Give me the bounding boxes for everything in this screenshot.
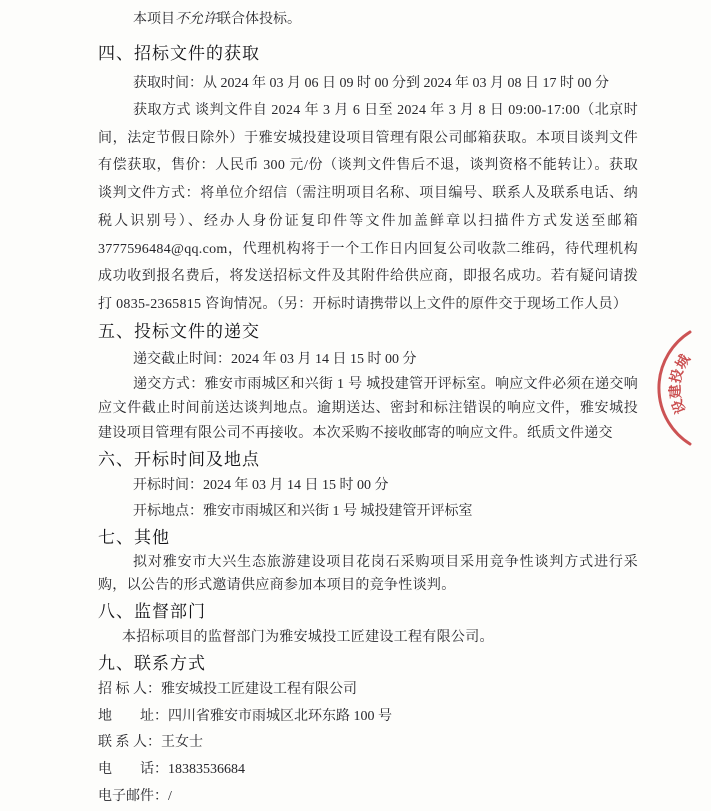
- seal-graphic: [650, 320, 711, 458]
- supervision-paragraph: 本招标项目的监督部门为雅安城投工匠建设工程有限公司。: [122, 629, 494, 645]
- seal-char: 设: [668, 397, 689, 417]
- seal-char: 建: [666, 383, 684, 400]
- contact-line-address: [98, 704, 638, 731]
- obtain-method-paragraph: 获取方式 谈判文件自 2024 年 3 月 6 日至 2024 年 3 月 8 日 09:00-17:00（北京时间，法定节假日除外）于雅安城投建设项目管理有限公司邮箱获取。本项目谈判文件有偿获取，售价：人民币 300 元/份（谈判文件售后不退，谈判资格不能转让）。获取谈判文件方式：将单位介绍信（需注明项目名称、项目编号、联系人及联系电话、纳税人识别号）、经办人身份证复印件等文件加盖鲜章以扫描件方式发送至邮箱 3777596484@qq.com，代理机构将于一个工作日内回复公司收款二维码，待代理机构成功收到报名费后，将发送招标文件及其附件给供应商，即报名成功。若有疑问请拨打 0835-2365815 咨询情况。（另：开标时请携带以上文件的原件交于现场工作人员）: [98, 103, 638, 312]
- contact-line-phone: [98, 757, 638, 784]
- obtain-time-line: 获取时间：从 2024 年 03 月 06 日 09 时 00 分到 2024 年 03 月 08 日 17 时 00 分: [133, 76, 609, 91]
- contact-label: 地 址：: [98, 708, 168, 724]
- section-heading-other: 七、其他: [98, 527, 170, 547]
- contact-value: 王女士: [161, 735, 203, 751]
- submission-method-paragraph: 递交方式：雅安市雨城区和兴街 1 号 城投建管开评标室。响应文件必须在递交响应文件截止时间前送达谈判地点。逾期送达、密封和标注错误的响应文件，雅安城投建设项目管理有限公司不再接收。本次采购不接收邮寄的响应文件。纸质文件递交: [98, 376, 638, 442]
- contact-value: 四川省雅安市雨城区北环东路 100 号: [168, 708, 392, 724]
- contact-label: 招 标 人：: [98, 681, 161, 697]
- opening-time-line: 开标时间：2024 年 03 月 14 日 15 时 00 分: [133, 477, 389, 493]
- contact-value: 雅安城投工匠建设工程有限公司: [161, 681, 357, 697]
- contact-value: 18383536684: [168, 762, 245, 778]
- submission-deadline-line: 递交截止时间：2024 年 03 月 14 日 15 时 00 分: [133, 351, 417, 367]
- intro-prefix: 本项目: [133, 12, 175, 27]
- opening-place-line: 开标地点：雅安市雨城区和兴街 1 号 城投建管开评标室: [133, 503, 473, 519]
- seal-rim-arc: [659, 332, 690, 444]
- other-paragraph: 拟对雅安市大兴生态旅游建设项目花岗石采购项目采用竞争性谈判方式进行采购，以公告的形式邀请供应商参加本项目的竞争性谈判。: [98, 554, 638, 593]
- intro-paragraph: [98, 7, 638, 33]
- official-seal: [650, 320, 711, 458]
- contact-label: 电子邮件：: [98, 788, 168, 804]
- contact-line-person: [98, 730, 638, 757]
- intro-suffix: 联合体投标。: [217, 12, 301, 27]
- contact-label: 电 话：: [98, 762, 168, 778]
- section-heading-opening-time-place: 六、开标时间及地点: [98, 449, 260, 469]
- contact-line-email: [98, 784, 638, 811]
- seal-char: 投: [666, 367, 686, 385]
- contact-line-bidder: [98, 677, 638, 704]
- contact-value: /: [168, 788, 172, 804]
- section-heading-obtain-documents: 四、招标文件的获取: [98, 44, 260, 63]
- section-heading-bid-submission: 五、投标文件的递交: [98, 321, 260, 341]
- intro-emphasis: 不允许: [175, 12, 217, 27]
- section-heading-contact: 九、联系方式: [98, 653, 206, 673]
- contact-label: 联 系 人：: [98, 735, 161, 751]
- seal-char: 城: [672, 351, 693, 372]
- section-heading-supervision: 八、监督部门: [98, 601, 206, 621]
